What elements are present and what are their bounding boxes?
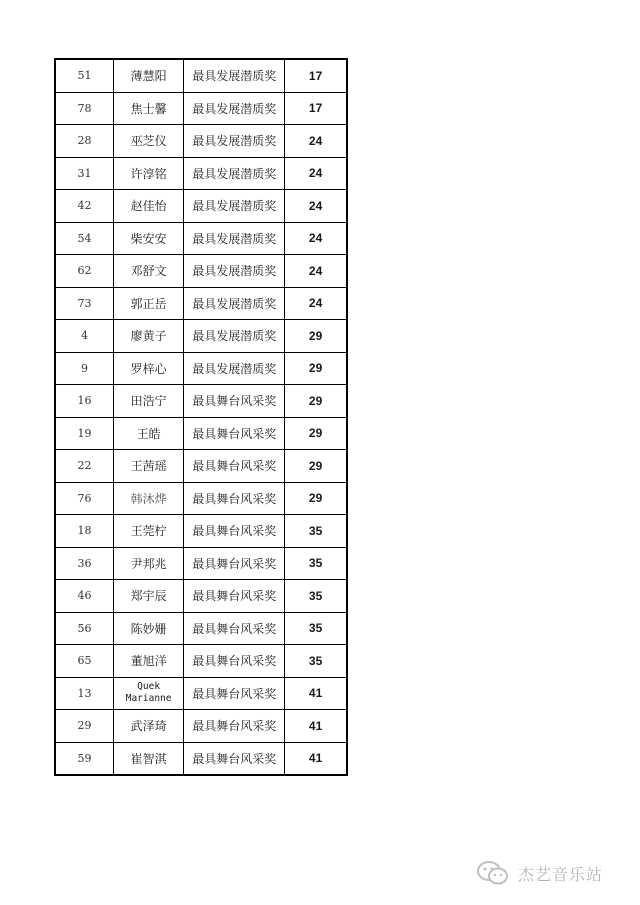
award-cell: 最具舞台风采奖 — [184, 742, 285, 775]
wechat-icon — [476, 860, 510, 886]
group-number-cell: 41 — [285, 677, 347, 710]
table-row — [55, 612, 347, 645]
table-row — [55, 352, 347, 385]
entry-number-cell: 36 — [55, 547, 113, 580]
contestant-name-cell: 董旭洋 — [113, 645, 183, 678]
table-row — [55, 515, 347, 548]
group-number-cell: 24 — [285, 255, 347, 288]
award-cell: 最具发展潜质奖 — [184, 352, 285, 385]
award-cell: 最具发展潜质奖 — [184, 287, 285, 320]
table-row — [55, 287, 347, 320]
award-cell: 最具发展潜质奖 — [184, 59, 285, 92]
group-number-cell: 24 — [285, 157, 347, 190]
group-number-cell: 29 — [285, 482, 347, 515]
group-number-cell: 24 — [285, 287, 347, 320]
contestant-name-cell: 邓舒文 — [113, 255, 183, 288]
entry-number-cell: 56 — [55, 612, 113, 645]
group-number-cell: 35 — [285, 645, 347, 678]
table-row — [55, 677, 347, 710]
award-cell: 最具舞台风采奖 — [184, 677, 285, 710]
award-cell: 最具发展潜质奖 — [184, 320, 285, 353]
table-row — [55, 320, 347, 353]
contestant-name-cell: 赵佳怡 — [113, 190, 183, 223]
table-row — [55, 482, 347, 515]
contestant-name-cell: 韩沐烨 — [113, 482, 183, 515]
award-cell: 最具舞台风采奖 — [184, 547, 285, 580]
table-row — [55, 59, 347, 92]
award-cell: 最具舞台风采奖 — [184, 710, 285, 743]
award-cell: 最具发展潜质奖 — [184, 125, 285, 158]
award-cell: 最具舞台风采奖 — [184, 612, 285, 645]
contestant-name-cell: 王茜瑶 — [113, 450, 183, 483]
contestant-name-cell: 薄慧阳 — [113, 59, 183, 92]
table-row — [55, 450, 347, 483]
entry-number-cell: 29 — [55, 710, 113, 743]
table-row — [55, 547, 347, 580]
contestant-name-cell: 巫芝仪 — [113, 125, 183, 158]
contestant-name-cell: 武泽琦 — [113, 710, 183, 743]
award-cell: 最具舞台风采奖 — [184, 385, 285, 418]
table-row — [55, 190, 347, 223]
group-number-cell: 41 — [285, 710, 347, 743]
contestant-name-cell: 崔智淇 — [113, 742, 183, 775]
entry-number-cell: 78 — [55, 92, 113, 125]
group-number-cell: 24 — [285, 125, 347, 158]
table-row — [55, 92, 347, 125]
group-number-cell: 35 — [285, 612, 347, 645]
table-row — [55, 222, 347, 255]
group-number-cell: 29 — [285, 352, 347, 385]
contestant-name-cell: 尹邦兆 — [113, 547, 183, 580]
watermark — [476, 858, 603, 888]
award-cell: 最具舞台风采奖 — [184, 417, 285, 450]
entry-number-cell: 76 — [55, 482, 113, 515]
entry-number-cell: 54 — [55, 222, 113, 255]
table-row — [55, 710, 347, 743]
award-cell: 最具发展潜质奖 — [184, 157, 285, 190]
table-row — [55, 742, 347, 775]
entry-number-cell: 73 — [55, 287, 113, 320]
results-table — [54, 58, 348, 776]
watermark-text: 杰艺音乐站 — [518, 864, 604, 884]
group-number-cell: 35 — [285, 547, 347, 580]
entry-number-cell: 13 — [55, 677, 113, 710]
table-row — [55, 417, 347, 450]
group-number-cell: 29 — [285, 320, 347, 353]
entry-number-cell: 62 — [55, 255, 113, 288]
table-row — [55, 157, 347, 190]
entry-number-cell: 18 — [55, 515, 113, 548]
contestant-name-cell: Quek Marianne — [113, 677, 183, 710]
table-row — [55, 125, 347, 158]
group-number-cell: 35 — [285, 515, 347, 548]
contestant-name-cell: 王皓 — [113, 417, 183, 450]
award-cell: 最具发展潜质奖 — [184, 222, 285, 255]
contestant-name-cell: 柴安安 — [113, 222, 183, 255]
award-cell: 最具舞台风采奖 — [184, 450, 285, 483]
table-row — [55, 645, 347, 678]
entry-number-cell: 51 — [55, 59, 113, 92]
results-table-body — [55, 59, 347, 775]
group-number-cell: 24 — [285, 190, 347, 223]
award-cell: 最具舞台风采奖 — [184, 645, 285, 678]
entry-number-cell: 46 — [55, 580, 113, 613]
group-number-cell: 41 — [285, 742, 347, 775]
entry-number-cell: 4 — [55, 320, 113, 353]
entry-number-cell: 16 — [55, 385, 113, 418]
table-row — [55, 385, 347, 418]
group-number-cell: 24 — [285, 222, 347, 255]
entry-number-cell: 31 — [55, 157, 113, 190]
contestant-name-cell: 焦士馨 — [113, 92, 183, 125]
entry-number-cell: 22 — [55, 450, 113, 483]
award-cell: 最具发展潜质奖 — [184, 92, 285, 125]
award-cell: 最具发展潜质奖 — [184, 255, 285, 288]
group-number-cell: 29 — [285, 450, 347, 483]
contestant-name-cell: 郭正岳 — [113, 287, 183, 320]
entry-number-cell: 42 — [55, 190, 113, 223]
entry-number-cell: 28 — [55, 125, 113, 158]
award-cell: 最具舞台风采奖 — [184, 580, 285, 613]
contestant-name-cell: 田浩宁 — [113, 385, 183, 418]
contestant-name-cell: 郑宇辰 — [113, 580, 183, 613]
table-row — [55, 580, 347, 613]
entry-number-cell: 59 — [55, 742, 113, 775]
award-cell: 最具舞台风采奖 — [184, 515, 285, 548]
entry-number-cell: 9 — [55, 352, 113, 385]
table-row — [55, 255, 347, 288]
contestant-name-cell: 罗梓心 — [113, 352, 183, 385]
award-cell: 最具舞台风采奖 — [184, 482, 285, 515]
group-number-cell: 17 — [285, 92, 347, 125]
contestant-name-cell: 许淳铭 — [113, 157, 183, 190]
entry-number-cell: 19 — [55, 417, 113, 450]
group-number-cell: 29 — [285, 417, 347, 450]
group-number-cell: 35 — [285, 580, 347, 613]
contestant-name-cell: 廖黄子 — [113, 320, 183, 353]
entry-number-cell: 65 — [55, 645, 113, 678]
group-number-cell: 29 — [285, 385, 347, 418]
award-cell: 最具发展潜质奖 — [184, 190, 285, 223]
group-number-cell: 17 — [285, 59, 347, 92]
contestant-name-cell: 王莞柠 — [113, 515, 183, 548]
contestant-name-cell: 陈妙姗 — [113, 612, 183, 645]
